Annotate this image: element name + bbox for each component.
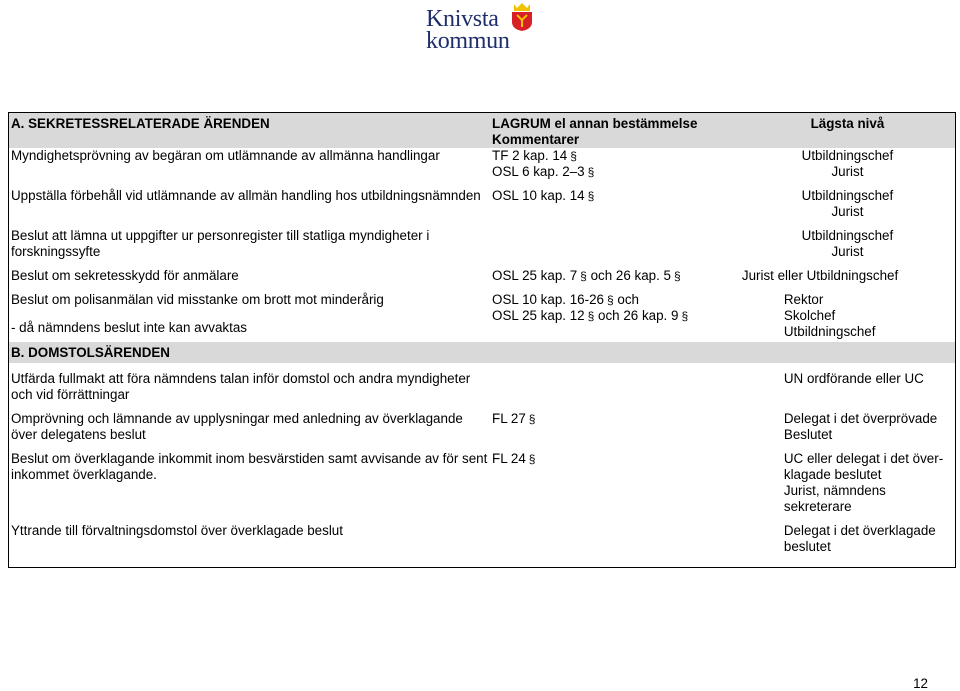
row-description: Omprövning och lämnande av upplysningar med anledning av överklagande över delegatens beslut	[9, 403, 491, 443]
row-level	[740, 220, 956, 260]
page-number: 12	[913, 676, 928, 691]
row-description: Yttrande till förvaltningsdomstol över överklagade beslut	[9, 515, 491, 568]
law-ref: OSL 25 kap. 7	[492, 268, 578, 283]
table-row	[9, 148, 956, 180]
section-a-title: A. SEKRETESSRELATERADE ÄRENDEN	[9, 113, 491, 149]
table-row	[9, 363, 956, 403]
col-level-header: Lägsta nivå	[740, 113, 956, 149]
level-text: Utbildningschef	[801, 228, 894, 243]
row-description: Beslut om överklagande inkommit inom besvärstiden samt avvisande av för sent inkommet överklagande.	[9, 443, 491, 515]
row-law	[490, 180, 740, 220]
level-text: Jurist	[831, 164, 864, 179]
row-description: Myndighetsprövning av begäran om utlämnande av allmänna handlingar	[9, 148, 491, 180]
col-law-subtitle: Kommentarer	[492, 132, 580, 147]
row-description: Utfärda fullmakt att föra nämndens talan inför domstol och andra myndigheter och vid förrättningar	[9, 363, 491, 403]
section-symbol: §	[580, 269, 587, 283]
row-law	[490, 148, 740, 180]
row-law	[490, 284, 740, 342]
level-text: Delegat i det överprövade	[783, 411, 938, 426]
law-ref: OSL 10 kap. 16-26	[492, 292, 604, 307]
logo-text-line2: kommun	[426, 28, 510, 54]
level-text: Jurist	[831, 204, 864, 219]
row-law	[490, 515, 740, 568]
row-level	[740, 148, 956, 180]
row-description: Uppställa förbehåll vid utlämnande av allmän handling hos utbildningsnämnden	[9, 180, 491, 220]
section-symbol: §	[587, 165, 595, 179]
level-text: Skolchef	[783, 308, 836, 323]
section-symbol: §	[674, 269, 681, 283]
level-text: Jurist	[831, 244, 864, 259]
law-ref: OSL 6 kap. 2–3	[492, 164, 585, 179]
row-description: Beslut att lämna ut uppgifter ur personregister till statliga myndigheter i forskningssyfte	[9, 220, 491, 260]
logo-text-line1: Knivsta	[426, 6, 499, 32]
section-symbol: §	[528, 452, 536, 466]
row-description: Beslut om sekretesskydd för anmälare	[9, 260, 491, 284]
row-level: Jurist eller Utbildningschef	[740, 260, 956, 284]
row-level	[740, 180, 956, 220]
table-row	[9, 180, 956, 220]
table-row	[9, 284, 956, 342]
description-text: Beslut om polisanmälan vid misstanke om brott mot minderårig	[11, 292, 384, 307]
crown-shield-icon	[508, 2, 536, 32]
level-text: Utbildningschef	[783, 324, 876, 339]
law-ref: FL 27	[492, 411, 526, 426]
law-ref: och 26 kap. 5	[590, 268, 671, 283]
row-law	[490, 260, 740, 284]
row-law	[490, 220, 740, 260]
level-text: Jurist, nämndens sekreterare	[783, 483, 886, 514]
description-note: - då nämndens beslut inte kan avvaktas	[11, 320, 247, 335]
level-text: Rektor	[783, 292, 824, 307]
row-level: UN ordförande eller UC	[740, 363, 956, 403]
section-symbol: §	[587, 309, 595, 323]
municipality-logo	[424, 2, 544, 54]
row-level	[740, 284, 956, 342]
table-row	[9, 443, 956, 515]
law-ref: och 26 kap. 9	[598, 308, 679, 323]
row-law	[490, 443, 740, 515]
row-level	[740, 403, 956, 443]
level-text: beslutet	[783, 539, 831, 554]
law-ref: och	[617, 292, 639, 307]
row-law	[490, 403, 740, 443]
section-a-header	[9, 113, 956, 149]
section-b-header	[9, 342, 956, 363]
col-law-header	[490, 113, 740, 149]
row-level	[740, 515, 956, 568]
section-symbol: §	[528, 412, 536, 426]
section-symbol: §	[570, 149, 577, 163]
section-b-title: B. DOMSTOLSÄRENDEN	[9, 342, 491, 363]
table-row	[9, 260, 956, 284]
table-row	[9, 220, 956, 260]
row-description	[9, 284, 491, 342]
law-ref: OSL 25 kap. 12	[492, 308, 585, 323]
level-text: Delegat i det överklagade	[783, 523, 936, 538]
level-text: UC eller delegat i det över-	[783, 451, 944, 466]
law-ref: TF 2 kap. 14	[492, 148, 568, 163]
row-law	[490, 363, 740, 403]
delegation-table	[8, 112, 956, 568]
level-text: Beslutet	[783, 427, 833, 442]
table-row	[9, 515, 956, 568]
law-ref: OSL 10 kap. 14	[492, 188, 585, 203]
row-level	[740, 443, 956, 515]
table-row	[9, 403, 956, 443]
law-ref: FL 24	[492, 451, 526, 466]
level-text: Utbildningschef	[801, 148, 894, 163]
level-text: Utbildningschef	[801, 188, 894, 203]
section-symbol: §	[681, 309, 689, 323]
col-law-title: LAGRUM el annan bestämmelse	[492, 116, 698, 131]
section-symbol: §	[587, 189, 595, 203]
section-symbol: §	[606, 293, 614, 307]
level-text: klagade beslutet	[783, 467, 882, 482]
